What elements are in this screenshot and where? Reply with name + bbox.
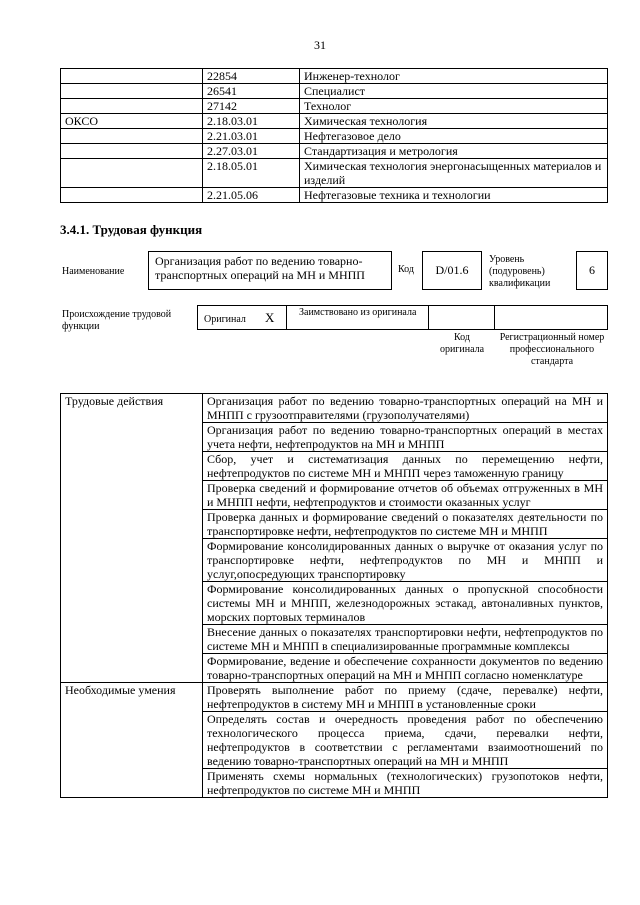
function-name-value: Организация работ по ведению товарно-транспортных операций на МН и МНПП [155,254,365,282]
classification-name: Технолог [300,99,608,114]
classification-group [61,159,203,188]
classification-row [61,99,608,114]
origin-box [197,305,608,330]
required-skill-item: Определять состав и очередность проведения работ по обеспечению технологического процесса приема, сдачи, перевалки нефти, нефтепродуктов в соответствии с регламентами взаимоотношений по ведению товарно-транспортных операций на МН и МНПП [203,712,608,769]
classification-row [61,69,608,84]
classification-code: 27142 [203,99,300,114]
function-code-box [422,251,482,290]
classification-code: 2.27.03.01 [203,144,300,159]
classification-code: 2.21.03.01 [203,129,300,144]
labor-action-item: Организация работ по ведению товарно-транспортных операций в местах учета нефти, нефтепродуктов на МН и МНПП [203,423,608,452]
classification-code: 2.18.03.01 [203,114,300,129]
labor-action-item: Формирование консолидированных данных о пропускной способности системы МН и МНПП, железнодорожных эстакад, автоналивных пунктов, морских портовых терминалов [203,582,608,625]
labor-action-item: Сбор, учет и систематизация данных по перемещению нефти, нефтепродуктов по системе МН и МНПП через таможенную границу [203,452,608,481]
code-original-caption: Код оригинала [439,332,485,355]
labor-action-item: Внесение данных о показателях транспортировки нефти, нефтепродуктов по системе МН и МНПП в специализированные программные комплексы [203,625,608,654]
classification-group [61,69,203,84]
classification-row [61,188,608,203]
function-code-value: D/01.6 [435,263,469,277]
classification-name: Химическая технология энергонасыщенных материалов и изделий [300,159,608,188]
labor-table [60,393,608,798]
labor-action-item: Проверка сведений и формирование отчетов об объемах отгруженных в МН и МНПП нефти, нефтепродуктов и стоимости оказанных услуг [203,481,608,510]
origin-label: Происхождение трудовой функции [62,309,172,332]
labor-action-item: Формирование, ведение и обеспечение сохранности документов по ведению товарно-транспортных операций на МН и МНПП согласно номенклатуре [203,654,608,683]
labor-action-item: Организация работ по ведению товарно-транспортных операций на МН и МНПП с грузоотправителями (грузополучателями) [203,394,608,423]
classification-group: ОКСО [61,114,203,129]
classification-row [61,84,608,99]
classification-table [60,68,608,203]
labor-action-item: Проверка данных и формирование сведений о показателях деятельности по транспортировке нефти, нефтепродуктов по системе МН и МНПП [203,510,608,539]
labor-action-item: Формирование консолидированных данных о выручке от оказания услуг по транспортировке нефти, нефтепродуктов по МН и МНПП и услуг,опосредующих транспортировку [203,539,608,582]
classification-code: 2.21.05.06 [203,188,300,203]
classification-row [61,129,608,144]
original-label: Оригинал [204,314,246,325]
required-skill-item: Применять схемы нормальных (технологических) грузопотоков нефти, нефтепродуктов по системе МН и МНПП [203,769,608,798]
labor-action-label: Трудовые действия [61,394,203,683]
classification-name: Инженер-технолог [300,69,608,84]
classification-name: Химическая технология [300,114,608,129]
classification-group [61,84,203,99]
borrowed-label: Заимствовано из оригинала [299,307,417,318]
classification-code: 22854 [203,69,300,84]
classification-group [61,129,203,144]
page-number: 31 [314,38,326,52]
required-skill-item: Проверять выполнение работ по приему (сдаче, перевалке) нефти, нефтепродуктов в систему МН и МНПП в установленные сроки [203,683,608,712]
classification-name: Стандартизация и метрология [300,144,608,159]
classification-group [61,144,203,159]
section-title: 3.4.1. Трудовая функция [60,222,203,237]
classification-name: Нефтегазовые техника и технологии [300,188,608,203]
reg-number-caption: Регистрационный номер профессионального стандарта [499,332,605,367]
required-skill-label: Необходимые умения [61,683,203,798]
original-mark: X [265,310,275,325]
classification-row [61,144,608,159]
classification-code: 26541 [203,84,300,99]
required-skill-row [61,683,608,712]
classification-row [61,159,608,188]
code-label: Код [398,264,414,275]
labor-action-row [61,394,608,423]
classification-code: 2.18.05.01 [203,159,300,188]
classification-name: Нефтегазовое дело [300,129,608,144]
level-value: 6 [589,263,595,277]
classification-row [61,114,608,129]
classification-group [61,99,203,114]
function-name-box [148,251,392,290]
level-box [576,251,608,290]
name-label: Наименование [62,266,125,277]
classification-group [61,188,203,203]
level-label: Уровень (подуровень) квалификации [489,254,551,289]
classification-name: Специалист [300,84,608,99]
